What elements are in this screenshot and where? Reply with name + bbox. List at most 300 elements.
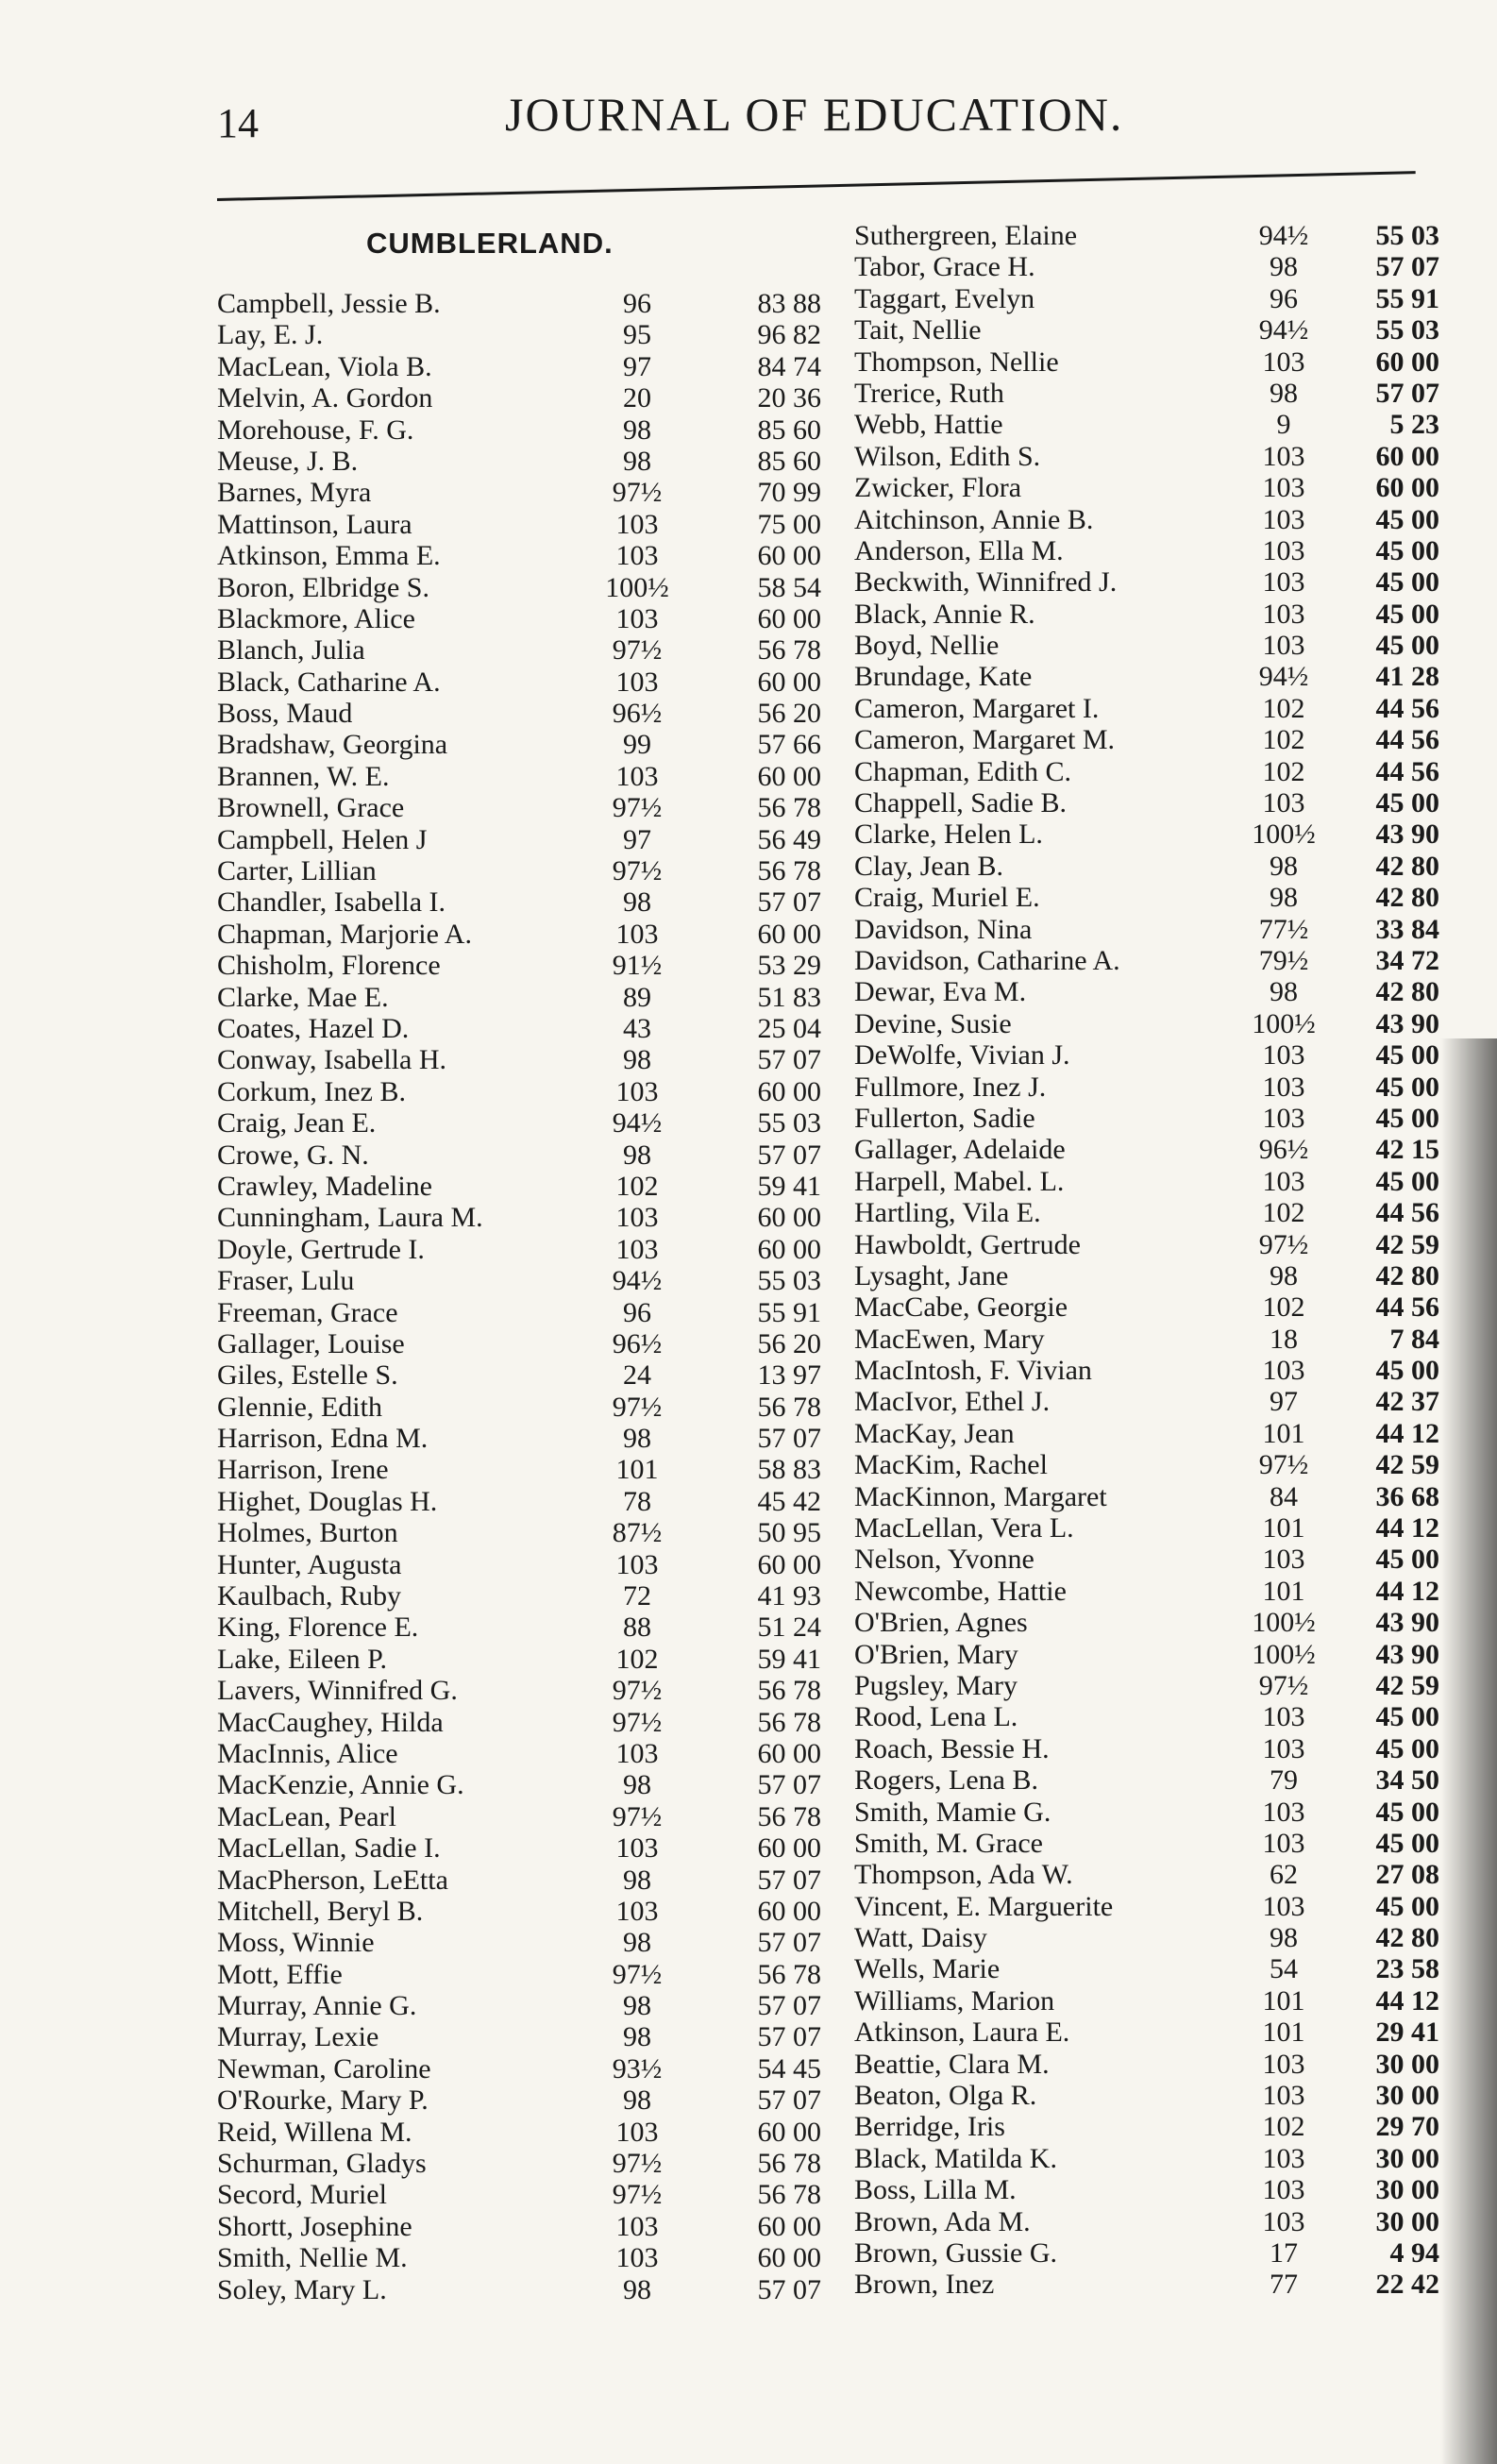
marks-value: 7 84 (1389, 1323, 1439, 1355)
page-edge-shadow (1440, 1038, 1497, 2464)
grade-value: 102 (1262, 1197, 1305, 1229)
student-name: Tait, Nellie (854, 314, 982, 346)
marks-value: 45 00 (1375, 787, 1439, 819)
marks-value: 60 00 (1375, 346, 1439, 378)
grade-value: 103 (1262, 598, 1305, 630)
marks-value: 25 04 (757, 1012, 821, 1044)
student-name: Nelson, Yvonne (854, 1544, 1034, 1576)
student-name: Williams, Marion (854, 1984, 1055, 2017)
student-name: Thompson, Nellie (854, 346, 1059, 378)
student-name: Melvin, A. Gordon (217, 382, 433, 414)
marks-value: 51 24 (757, 1612, 821, 1644)
grade-value: 103 (1262, 2142, 1305, 2174)
student-name: MacInnis, Alice (217, 1737, 398, 1769)
grade-value: 103 (1262, 1039, 1305, 1072)
marks-value: 44 56 (1375, 1291, 1439, 1324)
student-name: Chisholm, Florence (217, 950, 441, 982)
student-name: Fraser, Lulu (217, 1265, 355, 1297)
marks-value: 55 03 (757, 1107, 821, 1139)
grade-value: 96 (623, 288, 651, 319)
grade-value: 98 (1270, 850, 1298, 882)
student-name: Dewar, Eva M. (854, 976, 1027, 1008)
grade-value: 97 (623, 823, 651, 855)
marks-value: 60 00 (757, 2242, 821, 2274)
grade-value: 103 (1262, 1701, 1305, 1733)
student-name: Chapman, Marjorie A. (217, 918, 472, 950)
grade-value: 103 (1262, 1827, 1305, 1859)
student-name: O'Rourke, Mary P. (217, 2084, 429, 2117)
marks-value: 60 00 (757, 1075, 821, 1107)
student-name: Boss, Maud (217, 698, 353, 730)
grade-value: 103 (1262, 787, 1305, 819)
student-name: Giles, Estelle S. (217, 1359, 398, 1392)
marks-value: 56 78 (757, 1958, 821, 1990)
student-name: Zwicker, Flora (854, 472, 1022, 504)
marks-value: 45 00 (1375, 1796, 1439, 1828)
student-name: Mott, Effie (217, 1958, 343, 1990)
grade-value: 97½ (612, 2148, 663, 2180)
student-name: MacPherson, LeEtta (217, 1864, 448, 1896)
marks-value: 60 00 (757, 1548, 821, 1580)
student-name: Cunningham, Laura M. (217, 1202, 483, 1234)
marks-value: 58 83 (757, 1454, 821, 1486)
marks-value: 45 00 (1375, 1165, 1439, 1197)
grade-value: 98 (623, 1769, 651, 1801)
student-name: Smith, M. Grace (854, 1827, 1043, 1859)
student-name: Mattinson, Laura (217, 508, 412, 540)
student-name: Boron, Elbridge S. (217, 571, 429, 603)
student-name: MacLellan, Vera L. (854, 1512, 1074, 1544)
grade-value: 72 (623, 1580, 651, 1612)
student-name: MacIntosh, F. Vivian (854, 1355, 1092, 1387)
student-name: Murray, Lexie (217, 2021, 379, 2053)
grade-value: 100½ (1252, 1607, 1316, 1639)
grade-value: 62 (1270, 1859, 1298, 1891)
grade-value: 103 (615, 1548, 659, 1580)
grade-value: 103 (615, 918, 659, 950)
marks-value: 43 90 (1375, 1007, 1439, 1039)
marks-value: 57 66 (757, 729, 821, 761)
grade-value: 99 (623, 729, 651, 761)
student-name: Brown, Inez (854, 2269, 995, 2301)
marks-value: 23 58 (1375, 1953, 1439, 1985)
student-name: King, Florence E. (217, 1612, 419, 1644)
grade-value: 43 (623, 1012, 651, 1044)
marks-value: 43 90 (1375, 819, 1439, 851)
grade-value: 100½ (605, 571, 669, 603)
marks-value: 85 60 (757, 445, 821, 477)
grade-value: 96½ (612, 698, 663, 730)
grade-value: 98 (1270, 251, 1298, 283)
grade-value: 94½ (1258, 314, 1309, 346)
student-name: Blanch, Julia (217, 634, 365, 667)
student-name: Soley, Mary L. (217, 2273, 387, 2305)
student-name: Clarke, Mae E. (217, 981, 389, 1013)
student-name: Brundage, Kate (854, 661, 1033, 693)
marks-value: 30 00 (1375, 2080, 1439, 2112)
grade-value: 98 (623, 1139, 651, 1171)
grade-value: 97½ (1258, 1449, 1309, 1481)
marks-value: 75 00 (757, 508, 821, 540)
grade-value: 96½ (1258, 1134, 1309, 1166)
grade-value: 103 (1262, 346, 1305, 378)
grade-value: 88 (623, 1612, 651, 1644)
grade-value: 79 (1270, 1764, 1298, 1797)
student-name: Roach, Bessie H. (854, 1732, 1050, 1764)
grade-value: 91½ (612, 950, 663, 982)
student-name: Lavers, Winnifred G. (217, 1675, 458, 1707)
student-name: Campbell, Jessie B. (217, 288, 441, 319)
marks-value: 56 78 (757, 855, 821, 887)
running-head-title: JOURNAL OF EDUCATION. (505, 88, 1124, 141)
marks-value: 56 78 (757, 1706, 821, 1738)
marks-value: 42 80 (1375, 976, 1439, 1008)
marks-value: 60 00 (757, 1233, 821, 1265)
grade-value: 20 (623, 382, 651, 414)
student-name: Suthergreen, Elaine (854, 220, 1078, 251)
marks-value: 29 70 (1375, 2111, 1439, 2143)
grade-value: 98 (1270, 1922, 1298, 1954)
grade-value: 103 (615, 1075, 659, 1107)
grade-value: 98 (1270, 1259, 1298, 1291)
marks-value: 50 95 (757, 1517, 821, 1549)
marks-value: 45 00 (1375, 1732, 1439, 1764)
marks-value: 56 78 (757, 1391, 821, 1423)
marks-value: 56 78 (757, 1800, 821, 1832)
grade-value: 77½ (1258, 913, 1309, 945)
grade-value: 94½ (612, 1107, 663, 1139)
marks-value: 84 74 (757, 350, 821, 382)
student-name: Craig, Muriel E. (854, 882, 1040, 914)
marks-value: 29 41 (1375, 2017, 1439, 2049)
grade-value: 96 (1270, 282, 1298, 314)
marks-value: 42 15 (1375, 1134, 1439, 1166)
grade-value: 103 (1262, 1890, 1305, 1922)
grade-value: 98 (623, 413, 651, 446)
grade-value: 103 (615, 2210, 659, 2242)
student-name: MacCaughey, Hilda (217, 1706, 444, 1738)
student-name: Black, Catharine A. (217, 666, 441, 698)
student-name: Berridge, Iris (854, 2111, 1005, 2143)
student-name: Brown, Ada M. (854, 2205, 1031, 2237)
grade-value: 97 (1270, 1386, 1298, 1418)
student-name: Thompson, Ada W. (854, 1859, 1073, 1891)
grade-value: 96½ (612, 1327, 663, 1359)
marks-value: 42 80 (1375, 1922, 1439, 1954)
student-name: Harrison, Edna M. (217, 1423, 429, 1455)
grade-value: 98 (623, 445, 651, 477)
marks-value: 85 60 (757, 413, 821, 446)
grade-value: 78 (623, 1485, 651, 1517)
grade-value: 102 (1262, 755, 1305, 787)
marks-value: 57 07 (757, 1990, 821, 2022)
grade-value: 9 (1276, 409, 1291, 441)
grade-value: 97½ (612, 1958, 663, 1990)
student-name: Black, Matilda K. (854, 2142, 1057, 2174)
grade-value: 24 (623, 1359, 651, 1392)
student-name: Beattie, Clara M. (854, 2048, 1050, 2080)
marks-value: 57 07 (757, 1044, 821, 1076)
marks-value: 45 00 (1375, 598, 1439, 630)
grade-value: 103 (615, 666, 659, 698)
grade-value: 103 (1262, 472, 1305, 504)
marks-value: 30 00 (1375, 2205, 1439, 2237)
student-name: Newman, Caroline (217, 2052, 431, 2084)
grade-value: 103 (615, 1202, 659, 1234)
marks-value: 22 42 (1375, 2269, 1439, 2301)
student-name: Hunter, Augusta (217, 1548, 402, 1580)
student-name: Glennie, Edith (217, 1391, 382, 1423)
marks-value: 56 20 (757, 698, 821, 730)
student-name: Pugsley, Mary (854, 1669, 1018, 1701)
grade-value: 103 (1262, 1355, 1305, 1387)
marks-value: 33 84 (1375, 913, 1439, 945)
student-name: Wells, Marie (854, 1953, 1001, 1985)
grade-value: 79½ (1258, 944, 1309, 976)
student-name: MacLellan, Sadie I. (217, 1832, 441, 1865)
marks-value: 83 88 (757, 288, 821, 319)
student-name: Murray, Annie G. (217, 1990, 417, 2022)
student-name: Kaulbach, Ruby (217, 1580, 401, 1612)
student-name: DeWolfe, Vivian J. (854, 1039, 1070, 1072)
grade-value: 94½ (1258, 220, 1309, 251)
student-name: Boyd, Nellie (854, 630, 1000, 662)
grade-value: 103 (615, 1737, 659, 1769)
marks-value: 44 12 (1375, 1417, 1439, 1449)
marks-value: 44 56 (1375, 724, 1439, 756)
student-name: Chandler, Isabella I. (217, 886, 446, 919)
marks-value: 57 07 (757, 2021, 821, 2053)
student-name: Davidson, Nina (854, 913, 1033, 945)
section-title: CUMBLERLAND. (366, 227, 614, 260)
student-name: Beckwith, Winnifred J. (854, 566, 1118, 599)
student-name: Gallager, Adelaide (854, 1134, 1066, 1166)
student-name: Smith, Mamie G. (854, 1796, 1051, 1828)
student-name: MacCabe, Georgie (854, 1291, 1068, 1324)
student-name: Lysaght, Jane (854, 1259, 1009, 1291)
student-name: Fullerton, Sadie (854, 1102, 1035, 1134)
marks-value: 45 00 (1375, 1890, 1439, 1922)
student-name: Brannen, W. E. (217, 760, 390, 792)
student-name: Hawboldt, Gertrude (854, 1228, 1081, 1260)
grade-value: 17 (1270, 2237, 1298, 2269)
student-name: Tabor, Grace H. (854, 251, 1035, 283)
grade-value: 100½ (1252, 1007, 1316, 1039)
grade-value: 54 (1270, 1953, 1298, 1985)
marks-value: 34 72 (1375, 944, 1439, 976)
marks-value: 42 80 (1375, 1259, 1439, 1291)
student-name: Taggart, Evelyn (854, 282, 1035, 314)
grade-value: 103 (1262, 2048, 1305, 2080)
grade-value: 97½ (1258, 1669, 1309, 1701)
grade-value: 89 (623, 981, 651, 1013)
student-name: Lay, E. J. (217, 319, 324, 351)
student-name: Cameron, Margaret M. (854, 724, 1116, 756)
grade-value: 103 (1262, 2174, 1305, 2206)
marks-value: 45 00 (1375, 1544, 1439, 1576)
grade-value: 101 (615, 1454, 659, 1486)
grade-value: 102 (1262, 2111, 1305, 2143)
grade-value: 103 (1262, 503, 1305, 535)
student-name: Anderson, Ella M. (854, 534, 1064, 566)
marks-value: 13 97 (757, 1359, 821, 1392)
grade-value: 101 (1262, 1575, 1305, 1607)
student-name: Crowe, G. N. (217, 1139, 369, 1171)
student-name: Craig, Jean E. (217, 1107, 377, 1139)
grade-value: 94½ (612, 1265, 663, 1297)
grade-value: 103 (1262, 1544, 1305, 1576)
student-name: Conway, Isabella H. (217, 1044, 446, 1076)
marks-value: 45 42 (757, 1485, 821, 1517)
marks-value: 60 00 (757, 760, 821, 792)
marks-value: 30 00 (1375, 2174, 1439, 2206)
grade-value: 98 (623, 1044, 651, 1076)
student-name: Vincent, E. Marguerite (854, 1890, 1114, 1922)
student-name: MacLean, Pearl (217, 1800, 396, 1832)
marks-value: 60 00 (757, 2210, 821, 2242)
grade-value: 103 (1262, 566, 1305, 599)
marks-value: 57 07 (757, 886, 821, 919)
grade-value: 100½ (1252, 1638, 1316, 1670)
student-name: Watt, Daisy (854, 1922, 987, 1954)
student-name: MacKinnon, Margaret (854, 1480, 1107, 1512)
grade-value: 101 (1262, 1512, 1305, 1544)
grade-value: 98 (1270, 882, 1298, 914)
marks-value: 45 00 (1375, 1071, 1439, 1103)
grade-value: 98 (623, 886, 651, 919)
grade-value: 101 (1262, 2017, 1305, 2049)
grade-value: 103 (1262, 2205, 1305, 2237)
marks-value: 96 82 (757, 319, 821, 351)
student-name: Schurman, Gladys (217, 2148, 427, 2180)
marks-value: 56 78 (757, 2179, 821, 2211)
marks-value: 60 00 (757, 1737, 821, 1769)
student-name: Lake, Eileen P. (217, 1643, 387, 1675)
student-name: Black, Annie R. (854, 598, 1035, 630)
marks-value: 57 07 (757, 1864, 821, 1896)
student-name: Beaton, Olga R. (854, 2080, 1037, 2112)
marks-value: 60 00 (757, 918, 821, 950)
grade-value: 103 (615, 602, 659, 634)
student-name: Corkum, Inez B. (217, 1075, 406, 1107)
student-name: Trerice, Ruth (854, 377, 1004, 409)
marks-value: 30 00 (1375, 2048, 1439, 2080)
marks-value: 70 99 (757, 477, 821, 509)
grade-value: 98 (1270, 976, 1298, 1008)
marks-value: 57 07 (1375, 377, 1439, 409)
grade-value: 98 (623, 1423, 651, 1455)
marks-value: 30 00 (1375, 2142, 1439, 2174)
marks-value: 34 50 (1375, 1764, 1439, 1797)
student-name: Highet, Douglas H. (217, 1485, 438, 1517)
student-name: Webb, Hattie (854, 409, 1003, 441)
marks-value: 42 59 (1375, 1669, 1439, 1701)
grade-value: 98 (623, 2084, 651, 2117)
marks-value: 60 00 (757, 602, 821, 634)
grade-value: 103 (1262, 440, 1305, 472)
grade-value: 84 (1270, 1480, 1298, 1512)
grade-value: 103 (615, 540, 659, 572)
marks-value: 58 54 (757, 571, 821, 603)
marks-value: 43 90 (1375, 1607, 1439, 1639)
grade-value: 98 (623, 1864, 651, 1896)
marks-value: 54 45 (757, 2052, 821, 2084)
marks-value: 57 07 (1375, 251, 1439, 283)
grade-value: 97½ (612, 792, 663, 824)
marks-value: 55 03 (1375, 220, 1439, 251)
grade-value: 97½ (612, 1391, 663, 1423)
grade-value: 97½ (612, 1706, 663, 1738)
student-name: MacKenzie, Annie G. (217, 1769, 464, 1801)
marks-value: 57 07 (757, 1769, 821, 1801)
student-name: Crawley, Madeline (217, 1170, 432, 1202)
student-name: Fullmore, Inez J. (854, 1071, 1047, 1103)
marks-value: 45 00 (1375, 566, 1439, 599)
grade-value: 94½ (1258, 661, 1309, 693)
student-name: MacEwen, Mary (854, 1323, 1045, 1355)
student-name: Boss, Lilla M. (854, 2174, 1017, 2206)
marks-value: 59 41 (757, 1643, 821, 1675)
grade-value: 102 (615, 1170, 659, 1202)
student-name: O'Brien, Mary (854, 1638, 1018, 1670)
student-name: MacKim, Rachel (854, 1449, 1048, 1481)
student-name: Holmes, Burton (217, 1517, 398, 1549)
student-name: Atkinson, Emma E. (217, 540, 441, 572)
student-name: MacLean, Viola B. (217, 350, 432, 382)
marks-value: 45 00 (1375, 534, 1439, 566)
marks-value: 27 08 (1375, 1859, 1439, 1891)
marks-value: 42 80 (1375, 850, 1439, 882)
student-name: O'Brien, Agnes (854, 1607, 1028, 1639)
grade-value: 98 (623, 1927, 651, 1959)
grade-value: 103 (1262, 1732, 1305, 1764)
marks-value: 57 07 (757, 1423, 821, 1455)
student-name: Carter, Lillian (217, 855, 377, 887)
grade-value: 98 (1270, 377, 1298, 409)
student-name: Gallager, Louise (217, 1327, 405, 1359)
student-name: Newcombe, Hattie (854, 1575, 1067, 1607)
grade-value: 103 (615, 1832, 659, 1865)
marks-value: 41 28 (1375, 661, 1439, 693)
marks-value: 51 83 (757, 981, 821, 1013)
grade-value: 103 (615, 1233, 659, 1265)
student-name: Campbell, Helen J (217, 823, 428, 855)
marks-value: 44 12 (1375, 1512, 1439, 1544)
student-name: Clarke, Helen L. (854, 819, 1043, 851)
marks-value: 42 37 (1375, 1386, 1439, 1418)
student-name: Coates, Hazel D. (217, 1012, 410, 1044)
student-name: Meuse, J. B. (217, 445, 359, 477)
marks-value: 44 56 (1375, 692, 1439, 724)
student-name: Brown, Gussie G. (854, 2237, 1057, 2269)
grade-value: 102 (615, 1643, 659, 1675)
marks-value: 59 41 (757, 1170, 821, 1202)
grade-value: 103 (1262, 1071, 1305, 1103)
grade-value: 102 (1262, 1291, 1305, 1324)
grade-value: 103 (1262, 1165, 1305, 1197)
marks-value: 57 07 (757, 1927, 821, 1959)
student-name: Aitchinson, Annie B. (854, 503, 1094, 535)
grade-value: 98 (623, 1990, 651, 2022)
marks-value: 45 00 (1375, 1827, 1439, 1859)
student-name: Rogers, Lena B. (854, 1764, 1038, 1797)
grade-value: 77 (1270, 2269, 1298, 2301)
student-name: Freeman, Grace (217, 1296, 398, 1328)
grade-value: 93½ (612, 2052, 663, 2084)
marks-value: 60 00 (757, 666, 821, 698)
marks-value: 60 00 (757, 1895, 821, 1927)
marks-value: 56 49 (757, 823, 821, 855)
